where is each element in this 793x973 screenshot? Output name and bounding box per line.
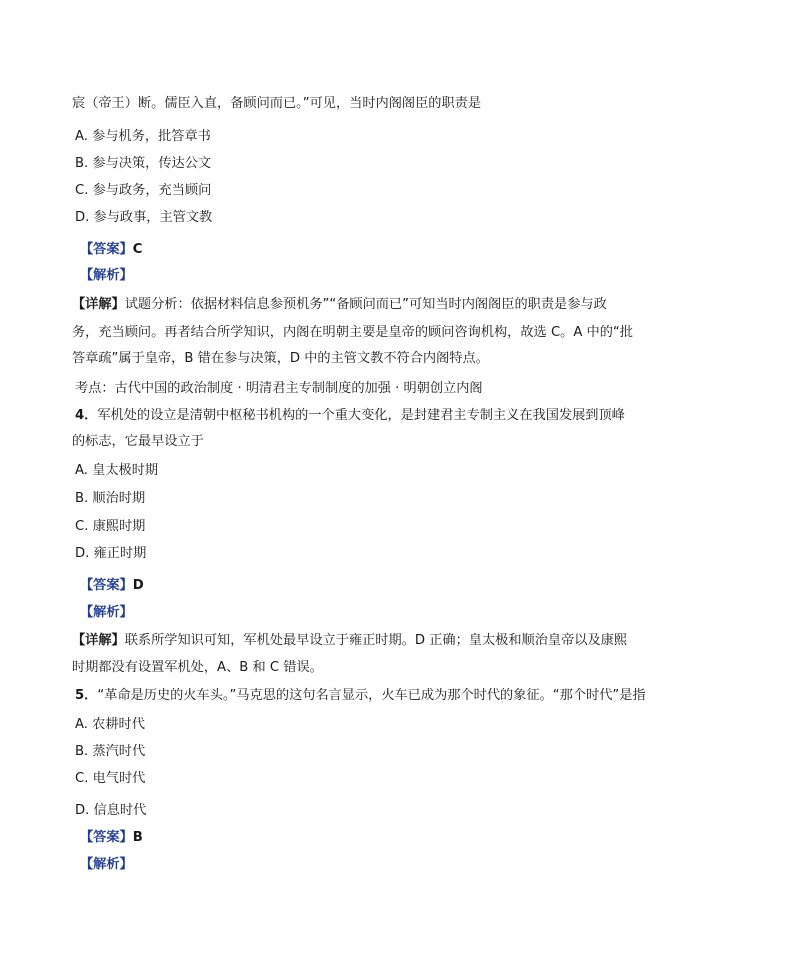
question-number: 5． [75, 688, 98, 703]
analysis-label: 【解析】 [80, 268, 133, 283]
q4-stem-line-2: 的标志，它最早设立于 [72, 434, 204, 449]
q4-answer [80, 578, 144, 594]
detail-label: 【详解】 [72, 633, 125, 648]
q4-option-a: A. 皇太极时期 [75, 463, 159, 478]
q4-detail-line-2: 时期都没有设置军机处，A、B 和 C 错误。 [72, 660, 323, 675]
answer-label: 【答案】 [80, 830, 133, 845]
detail-label: 【详解】 [72, 297, 125, 312]
q5-answer [80, 830, 143, 846]
answer-value: C [132, 242, 143, 257]
q3-detail-line-1 [72, 297, 607, 313]
q4-option-b: B. 顺治时期 [75, 491, 146, 506]
answer-label: 【答案】 [80, 578, 133, 593]
detail-text: 试题分析：依据材料信息参预机务”“备顾问而已”可知当时内阁阁臣的职责是参与政 [124, 297, 607, 312]
analysis-label: 【解析】 [80, 605, 133, 620]
q3-detail-line-2: 务，充当顾问。再者结合所学知识，内阁在明朝主要是皇帝的顾问咨询机构，故选 C。A 中的“批 [72, 325, 633, 340]
q4-stem-text: 军机处的设立是清朝中枢秘书机构的一个重大变化，是封建君主专制主义在我国发展到顶峰 [97, 408, 625, 423]
q4-detail-line-1 [72, 633, 627, 649]
q4-analysis-label [80, 605, 133, 621]
q5-option-c: C. 电气时代 [75, 771, 146, 786]
answer-value: D [132, 578, 144, 593]
q5-stem [75, 688, 646, 704]
q4-option-c: C. 康熙时期 [75, 519, 146, 534]
q3-option-a: A. 参与机务，批答章书 [75, 129, 211, 144]
q3-answer [80, 242, 142, 258]
q4-stem-line-1 [75, 408, 625, 424]
answer-value: B [132, 830, 143, 845]
answer-label: 【答案】 [80, 242, 133, 257]
q5-option-a: A. 农耕时代 [75, 717, 145, 732]
q5-analysis-label [80, 857, 133, 873]
q4-option-d: D. 雍正时期 [75, 546, 147, 561]
q3-option-b: B. 参与决策，传达公文 [75, 156, 212, 171]
q5-option-b: B. 蒸汽时代 [75, 744, 146, 759]
analysis-label: 【解析】 [80, 857, 133, 872]
q3-option-d: D. 参与政事，主管文教 [75, 210, 213, 225]
q5-stem-text: “革命是历史的火车头。”马克思的这句名言显示，火车已成为那个时代的象征。“那个时代”是指 [97, 688, 646, 703]
detail-text: 联系所学知识可知，军机处最早设立于雍正时期。D 正确；皇太极和顺治皇帝以及康熙 [124, 633, 628, 648]
q3-detail-line-3: 答章疏”属于皇帝，B 错在参与决策，D 中的主管文教不符合内阁特点。 [72, 351, 489, 366]
question-number: 4． [75, 408, 98, 423]
q3-analysis-label [80, 268, 133, 284]
q5-option-d: D. 信息时代 [75, 803, 147, 818]
q3-exam-point: 考点：古代中国的政治制度 · 明清君主专制制度的加强 · 明朝创立内阁 [75, 381, 483, 396]
q3-stem-tail: 宸（帝王）断。儒臣入直，备顾问而已。”可见，当时内阁阁臣的职责是 [72, 96, 482, 111]
q3-option-c: C. 参与政务，充当顾问 [75, 183, 212, 198]
